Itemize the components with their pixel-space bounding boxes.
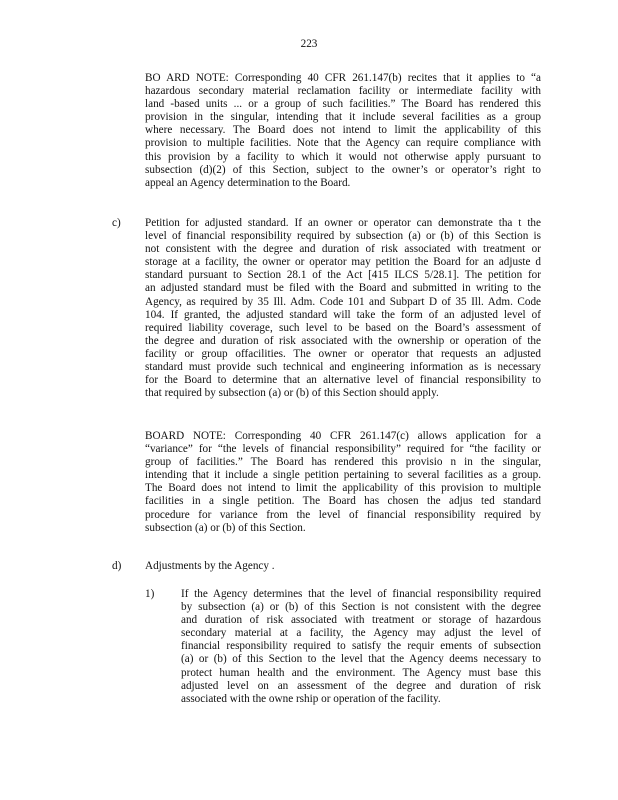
text-line: provision in the singular, intending that it include several facilities as a group	[145, 111, 541, 124]
text-line: procedure for variance from the level of financial responsibility required by	[145, 508, 541, 521]
text-line: standard must provide such technical and engineering information as is necessary	[145, 361, 541, 374]
text-line: protect human health and the environment. The Agency must base this	[181, 666, 541, 679]
text-line: adjusted level on an assessment of the degree and duration of risk	[181, 679, 541, 692]
board-note-2	[145, 430, 541, 535]
text-line: associated with the owne rship or operation of the facility.	[181, 692, 441, 705]
text-line: group of facilities.” The Board has rendered this provisio n in the singular,	[145, 456, 541, 469]
subsection-label-c: c)	[112, 217, 121, 229]
text-line: subsection (d)(2) of this Section, subject to the owner’s or operator’s right to	[145, 163, 541, 176]
text-line: appeal an Agency determination to the Board.	[145, 176, 351, 189]
subsection-d-heading: Adjustments by the Agency .	[145, 560, 275, 572]
subsection-label-d1: 1)	[145, 588, 155, 600]
text-line: (a) or (b) of this Section to the level that the Agency deems necessary to	[181, 653, 541, 666]
text-line: Petition for adjusted standard. If an owner or operator can demonstrate tha t the	[145, 217, 541, 229]
text-line: required liability coverage, such level to be based on the Board’s assessment of	[145, 321, 541, 334]
text-line: “variance” for “the levels of financial responsibility” required for “the facility or	[145, 443, 541, 456]
text-line: an adjusted standard must be filed with the Board and submitted in writing to the	[145, 282, 541, 295]
text-line: where necessary. The Board does not intend to limit the applicability of this	[145, 124, 541, 137]
text-line: this provision by a facility to which it would not otherwise apply pursuant to	[145, 150, 541, 163]
text-line: BO ARD NOTE: Corresponding 40 CFR 261.147(b) recites that it applies to “a	[145, 72, 541, 84]
text-line: secondary material at a facility, the Agency may adjust the level of	[181, 627, 541, 640]
text-line: not consistent with the degree and duration of risk associated with treatment or	[145, 243, 541, 256]
text-line: facility or group offacilities. The owner or operator that requests an adjusted	[145, 347, 541, 360]
text-line: for the Board to determine that an alternative level of financial responsibility to	[145, 374, 541, 387]
text-line: and duration of risk associated with treatment or storage of hazardous	[181, 614, 541, 627]
text-line: hazardous secondary material reclamation facility or intermediate facility with	[145, 85, 541, 98]
subsection-d1-text	[181, 588, 541, 706]
text-line: standard pursuant to Section 28.1 of the Act [415 ILCS 5/28.1]. The petition for	[145, 269, 541, 282]
text-line: that required by subsection (a) or (b) of this Section should apply.	[145, 387, 439, 400]
text-line: intending that it include a single petition pertaining to several facilities as a group.	[145, 469, 541, 482]
subsection-label-d: d)	[112, 560, 122, 572]
text-line: land -based units ... or a group of such facilities.” The Board has rendered this	[145, 98, 541, 111]
text-line: The Board does not intend to limit the applicability of this provision to multiple	[145, 482, 541, 495]
text-line: the degree and duration of risk associated with the ownership or operation of the	[145, 334, 541, 347]
page-number: 223	[300, 38, 318, 50]
text-line: by subsection (a) or (b) of this Section is not consistent with the degree	[181, 601, 541, 614]
subsection-c-text	[145, 217, 541, 400]
text-line: financial responsibility required to satisfy the requir ements of subsection	[181, 640, 541, 653]
text-line: storage at a facility, the owner or operator may petition the Board for an adjuste d	[145, 256, 541, 269]
text-line: If the Agency determines that the level of financial responsibility required	[181, 588, 541, 600]
board-note-1	[145, 72, 541, 190]
text-line: subsection (a) or (b) of this Section.	[145, 521, 306, 534]
text-line: Agency, as required by 35 Ill. Adm. Code 101 and Subpart D of 35 Ill. Adm. Code	[145, 295, 541, 308]
text-line: provision to multiple facilities. Note that the Agency can require compliance with	[145, 137, 541, 150]
text-line: BOARD NOTE: Corresponding 40 CFR 261.147(c) allows application for a	[145, 430, 541, 442]
text-line: level of financial responsibility required by subsection (a) or (b) of this Section is	[145, 230, 541, 243]
text-line: 104. If granted, the adjusted standard will take the form of an adjusted level of	[145, 308, 541, 321]
text-line: facilities in a single petition. The Board has chosen the adjus ted standard	[145, 495, 541, 508]
